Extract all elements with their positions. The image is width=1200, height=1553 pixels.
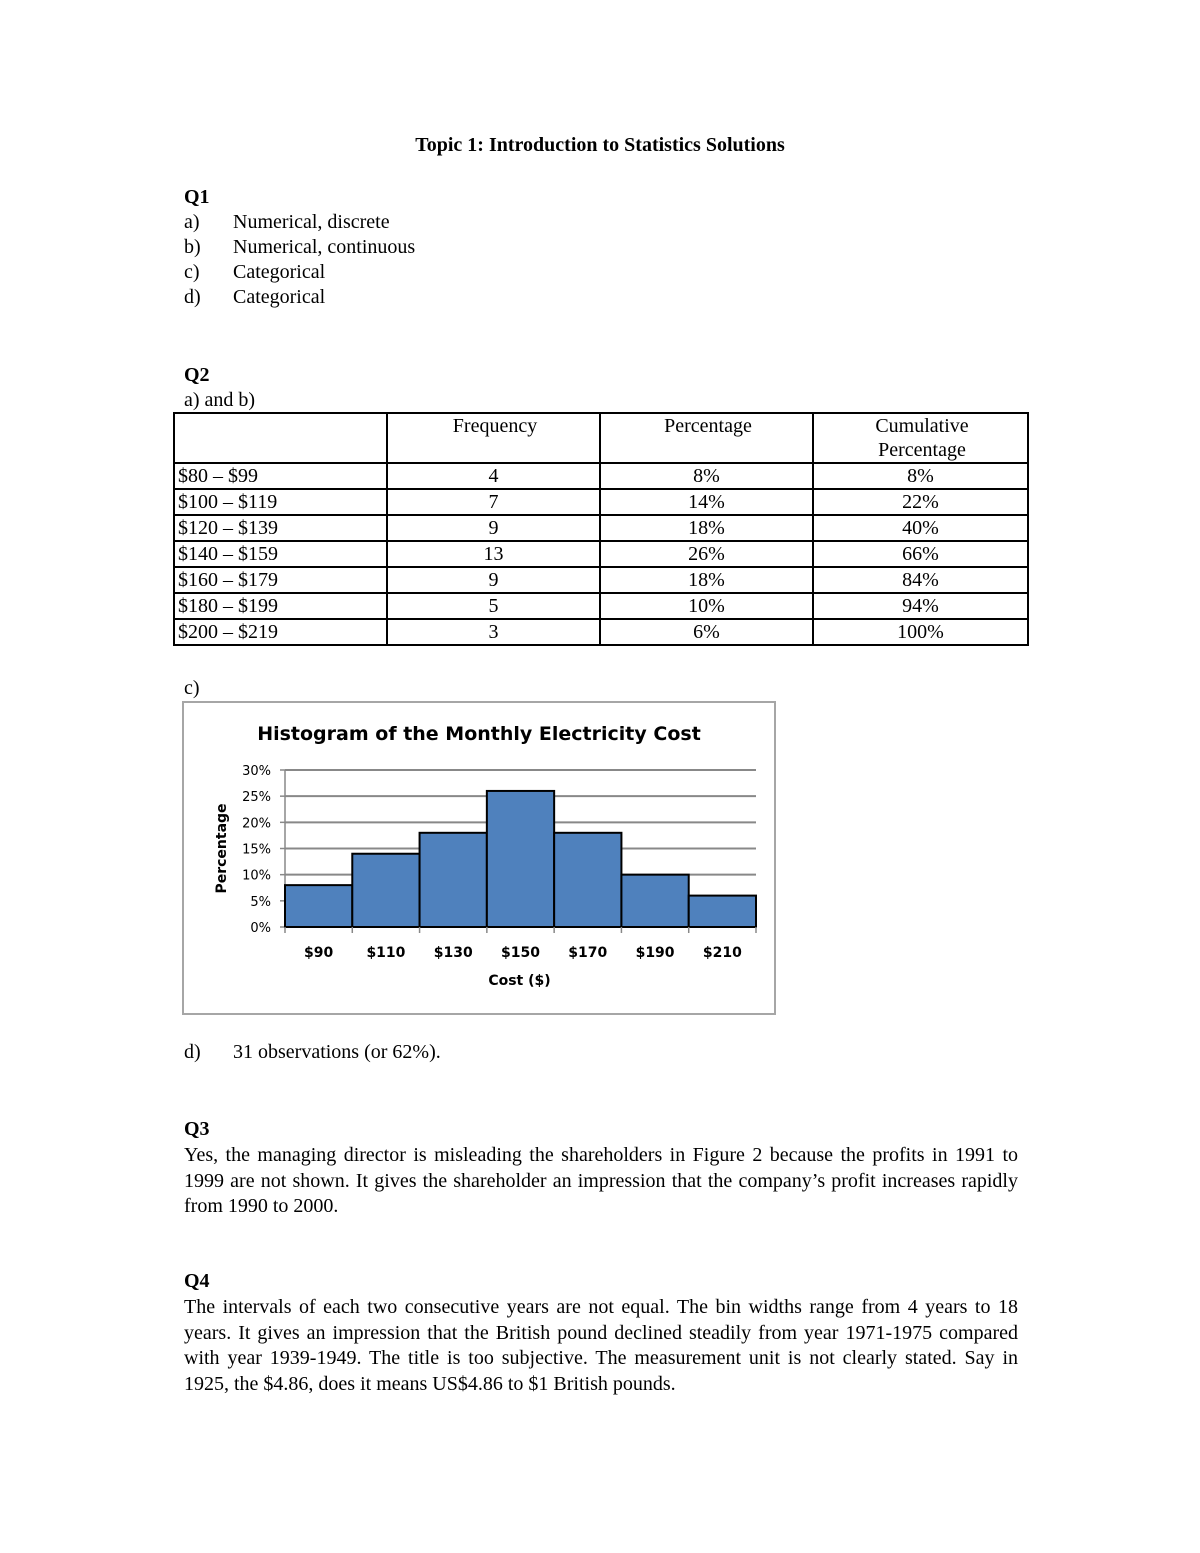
q2-ab-label: a) and b) [184, 389, 256, 411]
table-cell: 14% [600, 489, 813, 515]
table-cell: 66% [813, 541, 1028, 567]
table-cell: 8% [600, 463, 813, 489]
table-cell: 6% [600, 619, 813, 645]
table-cell: 4 [387, 463, 600, 489]
q1-item-text: Numerical, discrete [233, 211, 390, 233]
q1-item-label: d) [184, 286, 201, 308]
table-cell-range: $120 – $139 [174, 515, 387, 541]
y-tick-label: 20% [242, 816, 271, 832]
table-cell: 94% [813, 593, 1028, 619]
table-cell: 10% [600, 593, 813, 619]
table-cell-range: $180 – $199 [174, 593, 387, 619]
table-cell: 7 [387, 489, 600, 515]
y-tick-label: 25% [242, 790, 271, 806]
q2-heading: Q2 [184, 364, 210, 386]
q3-paragraph: Yes, the managing director is misleading the shareholders in Figure 2 because the profits in 1991 to 1999 are not shown. It gives the shareholder an impression that the company’s profit increases rapidly from 1990 to 2000. [184, 1144, 1018, 1217]
x-tick-label: $210 [702, 945, 742, 961]
y-tick-label: 5% [250, 894, 271, 910]
table-header-row [174, 413, 1028, 463]
q4-paragraph: The intervals of each two consecutive years are not equal. The bin widths range from 4 years to 18 years. It gives an impression that the British pound declined steadily from year 1971-1975 compared with year 1939-1949. The title is too subjective. The measurement unit is not clearly stated. Say in 1925, the $4.86, does it means US$4.86 to $1 British pounds. [184, 1296, 1018, 1395]
table-header: Percentage [600, 413, 813, 463]
q2-d-label: d) [184, 1041, 201, 1063]
chart-title: Histogram of the Monthly Electricity Cost [257, 723, 701, 745]
q1-item-a [184, 211, 390, 234]
q1-item-text: Categorical [233, 286, 326, 308]
table-row [174, 515, 1028, 541]
table-cell: 3 [387, 619, 600, 645]
cumulative-header-label: Cumulative Percentage [875, 415, 969, 461]
table-cell-range: $100 – $119 [174, 489, 387, 515]
histogram-bar [420, 833, 487, 927]
histogram-bar [487, 791, 554, 927]
q1-item-label: a) [184, 211, 200, 233]
table-cell-range: $80 – $99 [174, 463, 387, 489]
x-tick-label: $190 [635, 945, 675, 961]
histogram-chart [182, 701, 776, 1015]
q1-item-text: Numerical, continuous [233, 236, 416, 258]
table-row [174, 593, 1028, 619]
y-tick-label: 0% [250, 921, 271, 936]
table-cell: 100% [813, 619, 1028, 645]
table-header [813, 413, 1028, 463]
table-cell-range: $200 – $219 [174, 619, 387, 645]
x-tick-label: $150 [501, 945, 540, 961]
table-cell: 9 [387, 515, 600, 541]
table-header [174, 413, 387, 463]
table-cell: 8% [813, 463, 1028, 489]
table-cell-range: $140 – $159 [174, 541, 387, 567]
y-tick-label: 15% [242, 842, 271, 858]
q4-heading: Q4 [184, 1270, 210, 1292]
table-cell: 40% [813, 515, 1028, 541]
table-header: Frequency [387, 413, 600, 463]
histogram-bar [621, 875, 688, 927]
q1-item-label: b) [184, 236, 201, 258]
table-cell: 13 [387, 541, 600, 567]
q1-item-label: c) [184, 261, 200, 283]
x-axis-label: Cost ($) [488, 973, 551, 989]
table-cell: 18% [600, 567, 813, 593]
q2-d-text: 31 observations (or 62%). [233, 1041, 441, 1063]
table-row [174, 619, 1028, 645]
x-tick-label: $90 [304, 945, 334, 961]
table-row [174, 541, 1028, 567]
table-cell: 26% [600, 541, 813, 567]
histogram-bar [554, 833, 621, 927]
table-cell: 18% [600, 515, 813, 541]
y-tick-label: 30% [242, 764, 271, 779]
x-tick-label: $130 [433, 945, 473, 961]
q2-c-label: c) [184, 677, 200, 699]
q1-item-d [184, 286, 325, 309]
q1-item-text: Categorical [233, 261, 326, 283]
x-tick-label: $110 [366, 945, 406, 961]
y-tick-label: 10% [242, 868, 271, 884]
table-cell-range: $160 – $179 [174, 567, 387, 593]
table-cell: 5 [387, 593, 600, 619]
frequency-table [173, 412, 1029, 646]
table-cell: 9 [387, 567, 600, 593]
q1-item-b [184, 236, 415, 259]
page-title: Topic 1: Introduction to Statistics Solutions [415, 134, 785, 156]
table-row [174, 567, 1028, 593]
histogram-bar [352, 854, 419, 927]
histogram-bar [285, 885, 352, 927]
x-tick-label: $170 [568, 945, 608, 961]
table-cell: 84% [813, 567, 1028, 593]
histogram-bar [689, 896, 756, 927]
q1-item-c [184, 261, 325, 284]
q3-heading: Q3 [184, 1118, 210, 1140]
q1-heading: Q1 [184, 186, 210, 208]
y-axis-label: Percentage [214, 803, 230, 894]
q2-d-answer [184, 1041, 441, 1064]
histogram-svg [184, 703, 774, 1013]
table-cell: 22% [813, 489, 1028, 515]
table-row [174, 463, 1028, 489]
table-row [174, 489, 1028, 515]
